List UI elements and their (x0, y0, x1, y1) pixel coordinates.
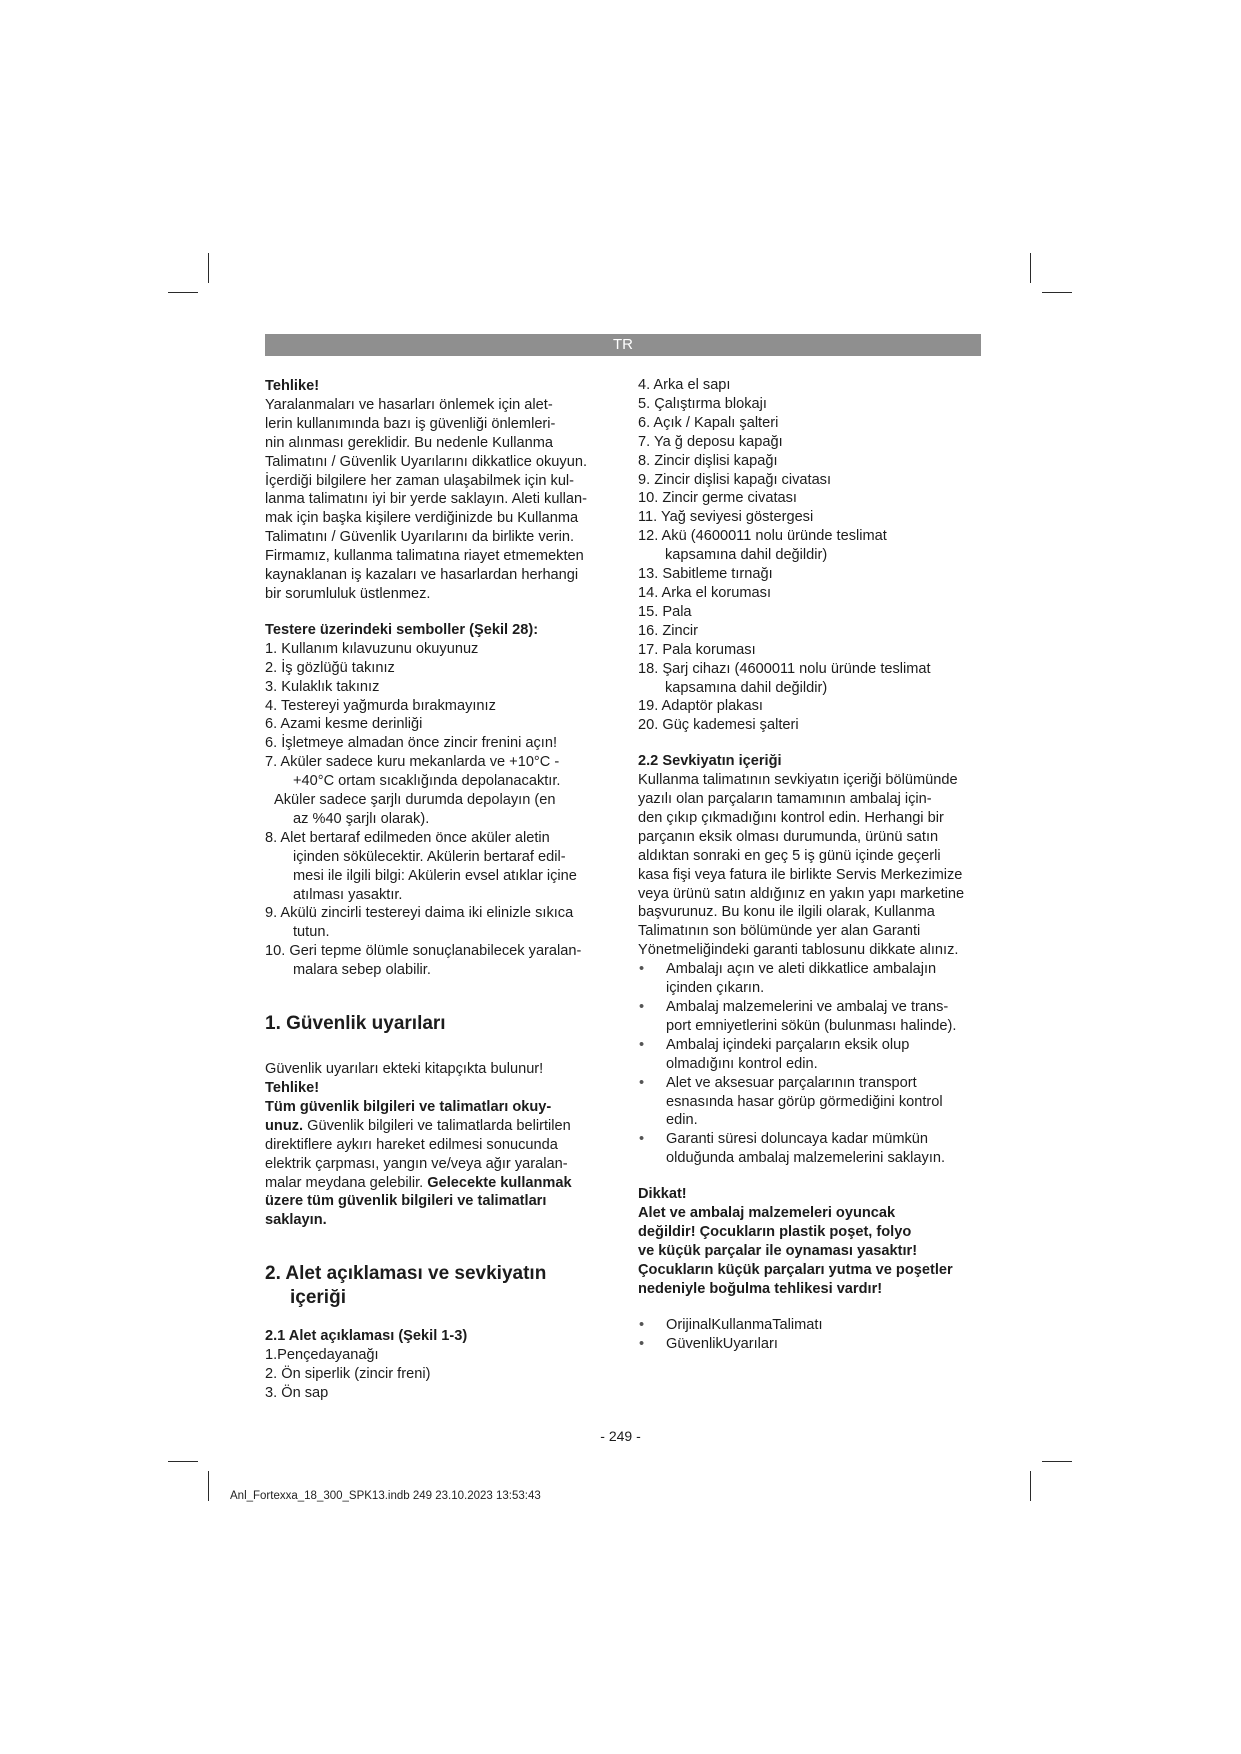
section-1-text: saklayın. (265, 1212, 327, 1229)
danger-text-line: Talimatını / Güvenlik Uyarılarını dikkatlice okuyun. (265, 453, 588, 470)
section-1-text: elektrik çarpması, yangın ve/veya ağır yaralan- (265, 1155, 568, 1172)
symbol-item: 7. Aküler sadece kuru mekanlarda ve +10°C - (265, 754, 560, 771)
section-1-text: malar meydana gelebilir. Gelecekte kullanmak (265, 1174, 572, 1191)
section-2-heading: 2. Alet açıklaması ve sevkiyatın içeriği (265, 1263, 547, 1309)
language-bar: TR (265, 334, 981, 356)
section-1-text: direktiflere aykırı hareket edilmesi sonucunda (265, 1136, 558, 1153)
delivery-text-line: parçanın eksik olması durumunda, ürünü satın (638, 828, 939, 845)
danger-text-line: lerin kullanımında bazı iş güvenliği önlemleri- (265, 415, 556, 432)
delivery-text-line: Yönetmeliğindeki garanti tablosunu dikkate alınız. (638, 942, 959, 959)
danger-text-line: İçerdiği bilgilere her zaman ulaşabilmek için kul- (265, 472, 575, 489)
delivery-text-line: yazılı olan parçaların tamamının ambalaj için- (638, 791, 932, 808)
bullet-item: • Garanti süresi doluncaya kadar mümkün olduğunda ambalaj malzemelerini saklayın. (639, 1131, 946, 1167)
section-1-heading: 1. Güvenlik uyarıları (265, 1013, 446, 1035)
section-1-intro: Güvenlik uyarıları ekteki kitapçıkta bulunur! (265, 1061, 544, 1078)
bullet-icon: • (639, 1074, 645, 1091)
print-footer: Anl_Fortexxa_18_300_SPK13.indb 249 23.10.2023 13:53:43 (230, 1490, 541, 1502)
section-1-text: Tüm güvenlik bilgileri ve talimatları okuy- (265, 1098, 552, 1115)
symbol-item: 10. Geri tepme ölümle sonuçlanabilecek yaralan- (265, 943, 582, 960)
part-item: 15. Pala (638, 603, 692, 620)
delivery-text-line: veya ürünü satın aldığınız en yakın yapı marketine (638, 885, 965, 902)
bullet-icon: • (639, 961, 645, 978)
part-item: 20. Güç kademesi şalteri (638, 717, 799, 734)
delivery-text-line: Talimatının son bölümünde yer alan Garanti (638, 923, 921, 940)
symbols-title: Testere üzerindeki semboller (Şekil 28): (265, 621, 539, 638)
part-item: 17. Pala koruması (638, 641, 756, 658)
crop-mark (168, 1461, 198, 1462)
danger-title: Tehlike! (265, 378, 320, 394)
bullet-icon: • (639, 1335, 645, 1352)
part-item: 19. Adaptör plakası (638, 698, 763, 715)
crop-mark (1030, 1471, 1031, 1501)
symbol-item-cont: Aküler sadece şarjlı durumda depolayın (en (274, 792, 556, 809)
section-1-text: unuz. Güvenlik bilgileri ve talimatlarda belirtilen (265, 1117, 571, 1134)
symbol-item-cont: +40°C ortam sıcaklığında depolanacaktır. (293, 773, 561, 790)
caution-text-line: ve küçük parçalar ile oynaması yasaktır! (638, 1242, 918, 1259)
danger-text-line: Talimatını / Güvenlik Uyarılarını da birlikte verin. (265, 529, 575, 546)
part-item: 16. Zincir (638, 622, 699, 639)
part-item: 3. Ön sap (265, 1384, 329, 1401)
danger-text-line: Firmamız, kullanma talimatına riayet etmemekten (265, 548, 584, 565)
danger-text-line: kaynaklanan iş kazaları ve hasarlardan herhangi (265, 567, 579, 584)
part-item: 7. Ya ğ deposu kapağı (638, 433, 783, 450)
part-item: 2. Ön siperlik (zincir freni) (265, 1366, 431, 1383)
bullet-icon: • (639, 1036, 645, 1053)
delivery-text-line: Kullanma talimatının sevkiyatın içeriği bölümünde (638, 772, 958, 789)
delivery-text-line: başvurunuz. Bu konu ile ilgili olarak, Kullanma (638, 904, 935, 921)
danger-text-line: Yaralanmaları ve hasarları önlemek için alet- (265, 396, 553, 413)
danger-text-line: nin alınması gereklidir. Bu nedenle Kullanma (265, 434, 553, 451)
bullet-item: • Alet ve aksesuar parçalarının transport esnasında hasar görüp görmediğini kontrol edin. (639, 1074, 943, 1129)
crop-mark (208, 253, 209, 283)
caution-text-line: değildir! Çocukların plastik poşet, folyo (638, 1223, 912, 1240)
part-item: 13. Sabitleme tırnağı (638, 566, 773, 583)
section-1-danger: Tehlike! (265, 1080, 320, 1096)
part-item: 6. Açık / Kapalı şalteri (638, 414, 779, 431)
part-item: 10. Zincir germe civatası (638, 490, 797, 507)
danger-text-line: lanma talimatını iyi bir yerde saklayın. Aleti kullan- (265, 491, 588, 508)
bullet-item: • Ambalajı açın ve aleti dikkatlice ambalajın içinden çıkarın. (639, 961, 937, 997)
symbol-item-cont: mesi ile ilgili bilgi: Akülerin evsel atıklar içine (293, 867, 577, 884)
bullet-item: • OrijinalKullanmaTalimatı (639, 1316, 823, 1333)
symbol-item-cont: içinden sökülecektir. Akülerin bertaraf edil- (293, 848, 566, 865)
part-item: 5. Çalıştırma blokajı (638, 395, 767, 412)
part-item: 9. Zincir dişlisi kapağı civatası (638, 471, 832, 488)
caution-text-line: nedeniyle boğulma tehlikesi vardır! (638, 1280, 883, 1297)
part-item-cont: kapsamına dahil değildir) (665, 679, 828, 696)
symbol-item-cont: malara sebep olabilir. (293, 962, 431, 979)
section-2-2-heading: 2.2 Sevkiyatın içeriği (638, 753, 782, 770)
crop-mark (168, 292, 198, 293)
symbol-item: 9. Akülü zincirli testereyi daima iki elinizle sıkıca (265, 905, 574, 922)
symbol-item-cont: tutun. (293, 924, 330, 941)
crop-mark (1030, 253, 1031, 283)
section-2-1-heading: 2.1 Alet açıklaması (Şekil 1-3) (265, 1328, 468, 1345)
caution-text-line: Çocukların küçük parçaları yutma ve poşetler (638, 1261, 953, 1278)
part-item: 4. Arka el sapı (638, 377, 731, 393)
crop-mark (208, 1471, 209, 1501)
part-item: 1.Pençedayanağı (265, 1347, 379, 1364)
symbol-item: 8. Alet bertaraf edilmeden önce aküler aletin (265, 829, 550, 846)
danger-text-line: mak için başka kişilere verdiğinizde bu Kullanma (265, 510, 579, 527)
delivery-text-line: den çıkıp çıkmadığını kontrol edin. Herhangi bir (638, 809, 944, 826)
section-1-text: üzere tüm güvenlik bilgileri ve talimatları (265, 1193, 547, 1210)
right-column (638, 376, 983, 1353)
page-number: - 249 - (600, 1428, 641, 1444)
part-item: 11. Yağ seviyesi göstergesi (638, 509, 814, 526)
part-item: 18. Şarj cihazı (4600011 nolu üründe teslimat (638, 660, 931, 677)
part-item-cont: kapsamına dahil değildir) (665, 547, 828, 564)
bullet-item: • GüvenlikUyarıları (639, 1335, 778, 1352)
caution-text-line: Alet ve ambalaj malzemeleri oyuncak (638, 1205, 896, 1222)
part-item: 12. Akü (4600011 nolu üründe teslimat (638, 528, 887, 545)
crop-mark (1042, 1461, 1072, 1462)
symbol-item-cont: az %40 şarjlı olarak). (293, 810, 430, 827)
symbol-item-cont: atılması yasaktır. (293, 886, 403, 903)
bullet-icon: • (639, 1131, 645, 1148)
symbol-item: 3. Kulaklık takınız (265, 678, 380, 695)
symbol-item: 6. Azami kesme derinliği (265, 716, 423, 733)
crop-mark (1042, 292, 1072, 293)
bullet-icon: • (639, 1316, 645, 1333)
bullet-item: • Ambalaj içindeki parçaların eksik olup olmadığını kontrol edin. (639, 1036, 910, 1072)
bullet-item: • Ambalaj malzemelerini ve ambalaj ve trans- port emniyetlerini sökün (bulunması halinde). (639, 999, 957, 1034)
delivery-text-line: aldıktan sonraki en geç 5 iş günü içinde geçerli (638, 847, 941, 864)
symbol-item: 4. Testereyi yağmurda bırakmayınız (265, 697, 496, 714)
symbol-item: 1. Kullanım kılavuzunu okuyunuz (265, 640, 479, 657)
left-column (265, 377, 617, 1403)
part-item: 8. Zincir dişlisi kapağı (638, 452, 778, 469)
caution-title: Dikkat! (638, 1186, 687, 1203)
symbol-item: 6. İşletmeye almadan önce zincir frenini açın! (265, 735, 558, 752)
danger-text-line: bir sorumluluk üstlenmez. (265, 585, 431, 602)
part-item: 14. Arka el koruması (638, 584, 772, 601)
bullet-icon: • (639, 999, 645, 1015)
delivery-text-line: kasa fişi veya fatura ile birlikte Servis Merkezimize (638, 866, 963, 883)
symbol-item: 2. İş gözlüğü takınız (265, 659, 395, 676)
